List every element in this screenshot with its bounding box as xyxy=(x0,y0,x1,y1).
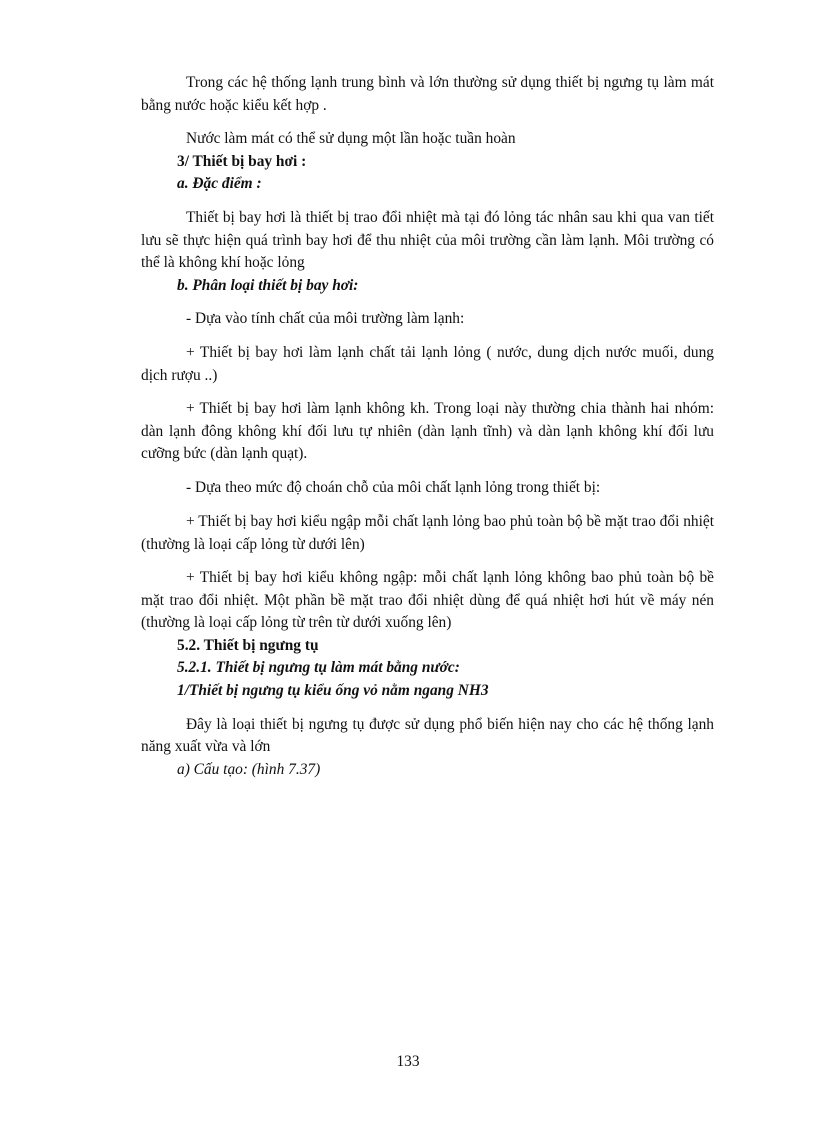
figure-caption-line: a) Cấu tạo: (hình 7.37) xyxy=(177,760,321,778)
subsection-heading: a. Đặc điểm : xyxy=(177,175,262,193)
paragraph: Nước làm mát có thể sử dụng một lần hoặc tuần hoàn xyxy=(186,130,516,148)
paragraph: Thiết bị bay hơi là thiết bị trao đổi nhiệt mà tại đó lỏng tác nhân sau khi qua van tiết lưu sẽ thực hiện quá trình bay hơi để thu nhiệt của môi trường cần làm lạnh. Môi trường có thể là không khí hoặc lỏng xyxy=(141,209,714,272)
paragraph: + Thiết bị bay hơi làm lạnh không kh. Trong loại này thường chia thành hai nhóm: dàn lạnh đông không khí đối lưu tự nhiên (dàn lạnh tĩnh) và dàn lạnh không khí đối lưu cưỡng bức (dàn lạnh quạt). xyxy=(141,400,714,463)
paragraph: + Thiết bị bay hơi làm lạnh chất tải lạnh lỏng ( nước, dung dịch nước muối, dung dịch rượu ..) xyxy=(141,344,714,384)
paragraph: - Dựa vào tính chất của môi trường làm lạnh: xyxy=(186,310,465,328)
paragraph: - Dựa theo mức độ choán chỗ của môi chất lạnh lỏng trong thiết bị: xyxy=(186,479,601,497)
section-heading: 3/ Thiết bị bay hơi : xyxy=(177,152,307,170)
page-number: 133 xyxy=(396,1053,420,1070)
paragraph: + Thiết bị bay hơi kiểu ngập mỗi chất lạnh lỏng bao phủ toàn bộ bề mặt trao đổi nhiệt (thường là loại cấp lỏng từ dưới lên) xyxy=(141,513,714,553)
subsection-heading: 1/Thiết bị ngưng tụ kiểu ống vỏ nằm ngang NH3 xyxy=(177,681,489,699)
paragraph: + Thiết bị bay hơi kiểu không ngập: mỗi chất lạnh lỏng không bao phủ toàn bộ bề mặt trao đổi nhiệt. Một phần bề mặt trao đổi nhiệt dùng để quá nhiệt hơi hút về máy nén (thường là loại cấp lỏng từ trên từ dưới xuống lên) xyxy=(141,569,714,632)
document-body xyxy=(141,72,714,781)
subsection-heading: 5.2.1. Thiết bị ngưng tụ làm mát bằng nước: xyxy=(177,659,460,677)
paragraph: Trong các hệ thống lạnh trung bình và lớn thường sử dụng thiết bị ngưng tụ làm mát bằng nước hoặc kiểu kết hợp . xyxy=(141,74,714,114)
paragraph: Đây là loại thiết bị ngưng tụ được sử dụng phổ biến hiện nay cho các hệ thống lạnh năng xuất vừa và lớn xyxy=(141,715,714,756)
subsection-heading: b. Phân loại thiết bị bay hơi: xyxy=(177,276,359,294)
section-heading: 5.2. Thiết bị ngưng tụ xyxy=(177,636,319,654)
